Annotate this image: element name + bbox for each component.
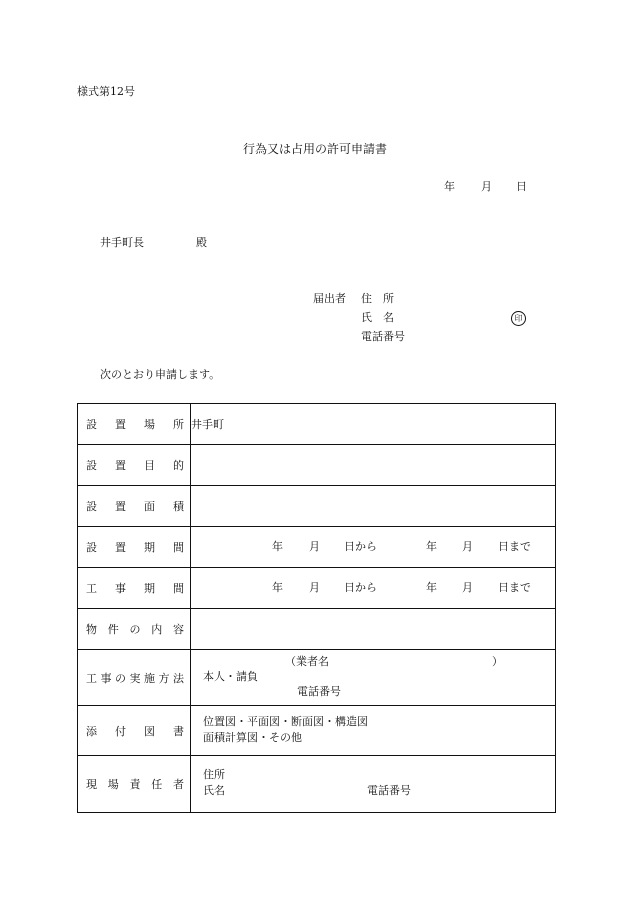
applicant-address-label: 住 所 xyxy=(361,292,394,305)
row-area xyxy=(78,486,556,527)
addressee-name: 井手町長 xyxy=(100,236,144,249)
contents-value xyxy=(191,609,556,650)
row-purpose xyxy=(78,445,556,486)
contractor-close: ） xyxy=(492,655,503,668)
row-label: 工 事 期 間 xyxy=(78,568,191,609)
row-label: 設 置 期 間 xyxy=(78,527,191,568)
row-label: 設 置 面 積 xyxy=(78,486,191,527)
manager-value: 住所 氏名 電話番号 xyxy=(191,756,556,813)
row-label: 添 付 図 書 xyxy=(78,706,191,756)
contractor-phone: 電話番号 xyxy=(297,685,341,698)
date-day-label: 日 xyxy=(516,180,527,193)
application-table xyxy=(77,403,556,813)
row-method xyxy=(78,650,556,706)
applicant-name-label: 氏 名 xyxy=(361,311,394,324)
date-month-label: 月 xyxy=(481,180,492,193)
contractor-open: （業者名 xyxy=(285,655,329,668)
form-number: 様式第12号 xyxy=(77,85,135,98)
method-value xyxy=(191,650,556,706)
location-value: 井手町 xyxy=(191,404,556,445)
seal-mark-icon: 印 xyxy=(511,311,526,326)
page-title: 行為又は占用の許可申請書 xyxy=(243,142,388,156)
row-manager xyxy=(78,756,556,813)
area-value xyxy=(191,486,556,527)
intro-text: 次のとおり申請します。 xyxy=(100,368,221,381)
row-location xyxy=(78,404,556,445)
install-period-value: 年 月 日から 年 月 日まで xyxy=(191,527,556,568)
attachments-value: 位置図・平面図・断面図・構造図 面積計算図・その他 xyxy=(191,706,556,756)
applicant-phone-label: 電話番号 xyxy=(361,330,405,343)
applicant-label: 届出者 xyxy=(313,292,346,305)
row-label: 物 件 の 内 容 xyxy=(78,609,191,650)
addressee-honorific: 殿 xyxy=(196,236,207,249)
row-install-period xyxy=(78,527,556,568)
row-contents xyxy=(78,609,556,650)
work-period-value: 年 月 日から 年 月 日まで xyxy=(191,568,556,609)
date-year-label: 年 xyxy=(444,180,455,193)
row-label: 工 事 の 実 施 方 法 xyxy=(78,650,191,706)
row-work-period xyxy=(78,568,556,609)
self-or-contract: 本人・請負 xyxy=(203,670,258,683)
row-label: 現 場 責 任 者 xyxy=(78,756,191,813)
purpose-value xyxy=(191,445,556,486)
row-label: 設 置 場 所 xyxy=(78,404,191,445)
row-label: 設 置 目 的 xyxy=(78,445,191,486)
row-attachments xyxy=(78,706,556,756)
